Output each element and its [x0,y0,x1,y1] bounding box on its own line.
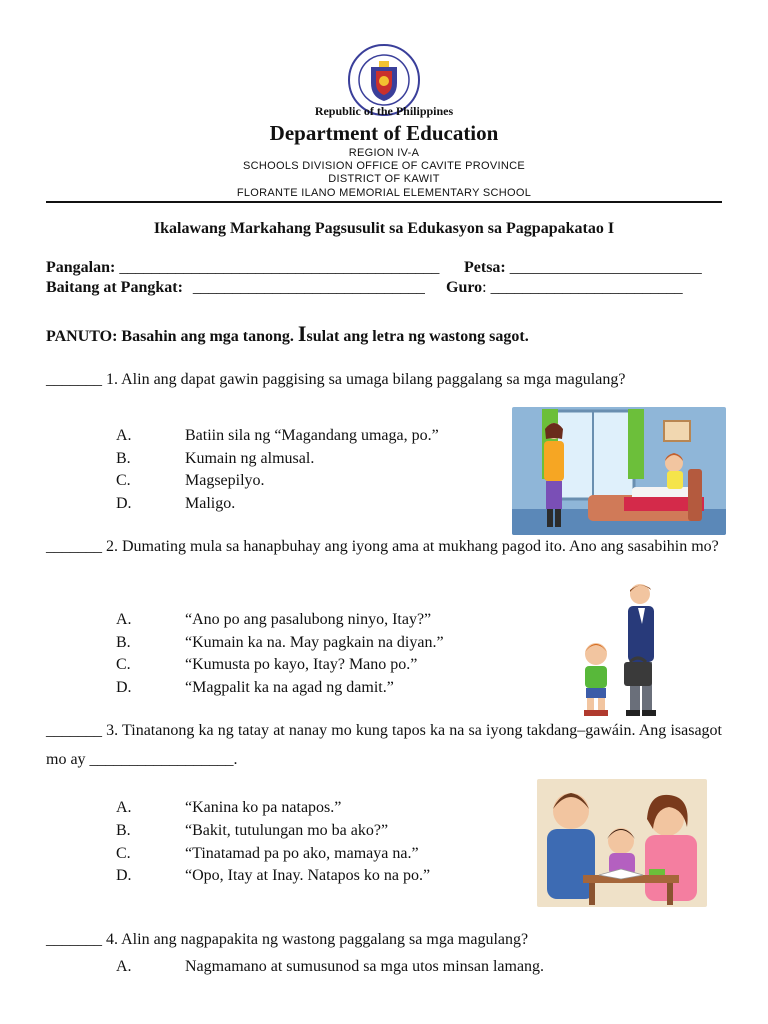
q1-option-b-letter: B. [116,450,131,467]
date-line[interactable]: ________________________ [509,259,702,276]
q3-option-c: “Tinatamad pa po ako, mamaya na.” [185,845,419,862]
q2-option-a-letter: A. [116,611,132,628]
date-label: Petsa: [464,259,506,276]
answer-blank[interactable]: _______ [46,371,102,388]
question-text: 1. Alin ang dapat gawin paggising sa umaga bilang paggalang sa mga magulang? [106,371,626,388]
q3-option-d: “Opo, Itay at Inay. Natapos ko na po.” [185,867,431,884]
q1-option-b: Kumain ng almusal. [185,450,315,467]
grade-line[interactable]: _____________________________ [192,279,425,296]
answer-blank[interactable]: _______ [46,931,102,948]
q1-option-a-letter: A. [116,427,132,444]
name-field-row[interactable] [46,259,439,277]
q2-option-c: “Kumusta po kayo, Itay? Mano po.” [185,656,418,673]
question-4 [46,925,722,954]
teacher-colon: : [482,279,487,296]
question-1 [46,365,722,394]
question-3 [46,716,722,774]
instructions-text-1: Basahin ang mga tanong. [121,328,294,345]
republic-line: Republic of the Philippines [314,104,454,118]
q3-option-a: “Kanina ko pa natapos.” [185,799,342,816]
district-line: DISTRICT OF KAWIT [328,173,440,185]
instructions-label: PANUTO: [46,328,118,345]
q2-option-d-letter: D. [116,679,132,696]
q3-option-d-letter: D. [116,867,132,884]
mother-greeting-child-illustration [512,407,726,535]
region-line: REGION IV-A [348,147,420,159]
q1-option-a: Batiin sila ng “Magandang umaga, po.” [185,427,439,444]
father-and-son-illustration [572,580,666,720]
q1-option-c-letter: C. [116,472,131,489]
department-title: Department of Education [269,121,499,145]
q3-option-a-letter: A. [116,799,132,816]
question-text: 2. Dumating mula sa hanapbuhay ang iyong ama at mukhang pagod ito. Ano ang sasabihin mo? [106,538,719,555]
q4-option-a: Nagmamano at sumusunod sa mga utos minsan lamang. [185,958,545,975]
answer-blank[interactable]: _______ [46,722,102,739]
q3-option-c-letter: C. [116,845,131,862]
instructions-text-2: sulat ang letra ng wastong sagot. [306,328,529,345]
header-divider [46,201,722,203]
q4-option-a-letter: A. [116,958,132,975]
q1-option-c: Magsepilyo. [185,472,265,489]
name-line[interactable]: ________________________________________ [119,259,440,276]
school-line: FLORANTE ILANO MEMORIAL ELEMENTARY SCHOOL [236,187,532,199]
grade-field-row[interactable] [46,279,425,297]
instructions [46,321,529,347]
question-2 [46,532,722,561]
teacher-field-row[interactable] [446,279,683,297]
grade-label: Baitang at Pangkat: [46,279,183,296]
answer-blank[interactable]: _______ [46,538,102,555]
q3-option-b: “Bakit, tutulungan mo ba ako?” [185,822,389,839]
q2-option-d: “Magpalit ka na agad ng damit.” [185,679,394,696]
exam-title: Ikalawang Markahang Pagsusulit sa Edukasyon sa Pagpapakatao I [153,220,615,237]
family-homework-illustration [537,779,707,907]
q1-option-d-letter: D. [116,495,132,512]
q3-option-b-letter: B. [116,822,131,839]
question-text: 3. Tinatanong ka ng tatay at nanay mo kung tapos ka na sa iyong takdang–gawáin. Ang isasagot mo ay __________________. [46,722,723,768]
question-text: 4. Alin ang nagpapakita ng wastong paggalang sa mga magulang? [106,931,529,948]
teacher-label: Guro [446,279,483,296]
q2-option-b: “Kumain ka na. May pagkain na diyan.” [185,634,444,651]
teacher-line[interactable]: ________________________ [490,279,683,296]
date-field-row[interactable] [464,259,702,277]
q2-option-b-letter: B. [116,634,131,651]
instructions-big-letter: I [297,321,307,346]
q2-option-a: “Ano po ang pasalubong ninyo, Itay?” [185,611,432,628]
q1-option-d: Maligo. [185,495,236,512]
name-label: Pangalan: [46,259,116,276]
division-line: SCHOOLS DIVISION OFFICE OF CAVITE PROVINCE [243,160,525,172]
q2-option-c-letter: C. [116,656,131,673]
